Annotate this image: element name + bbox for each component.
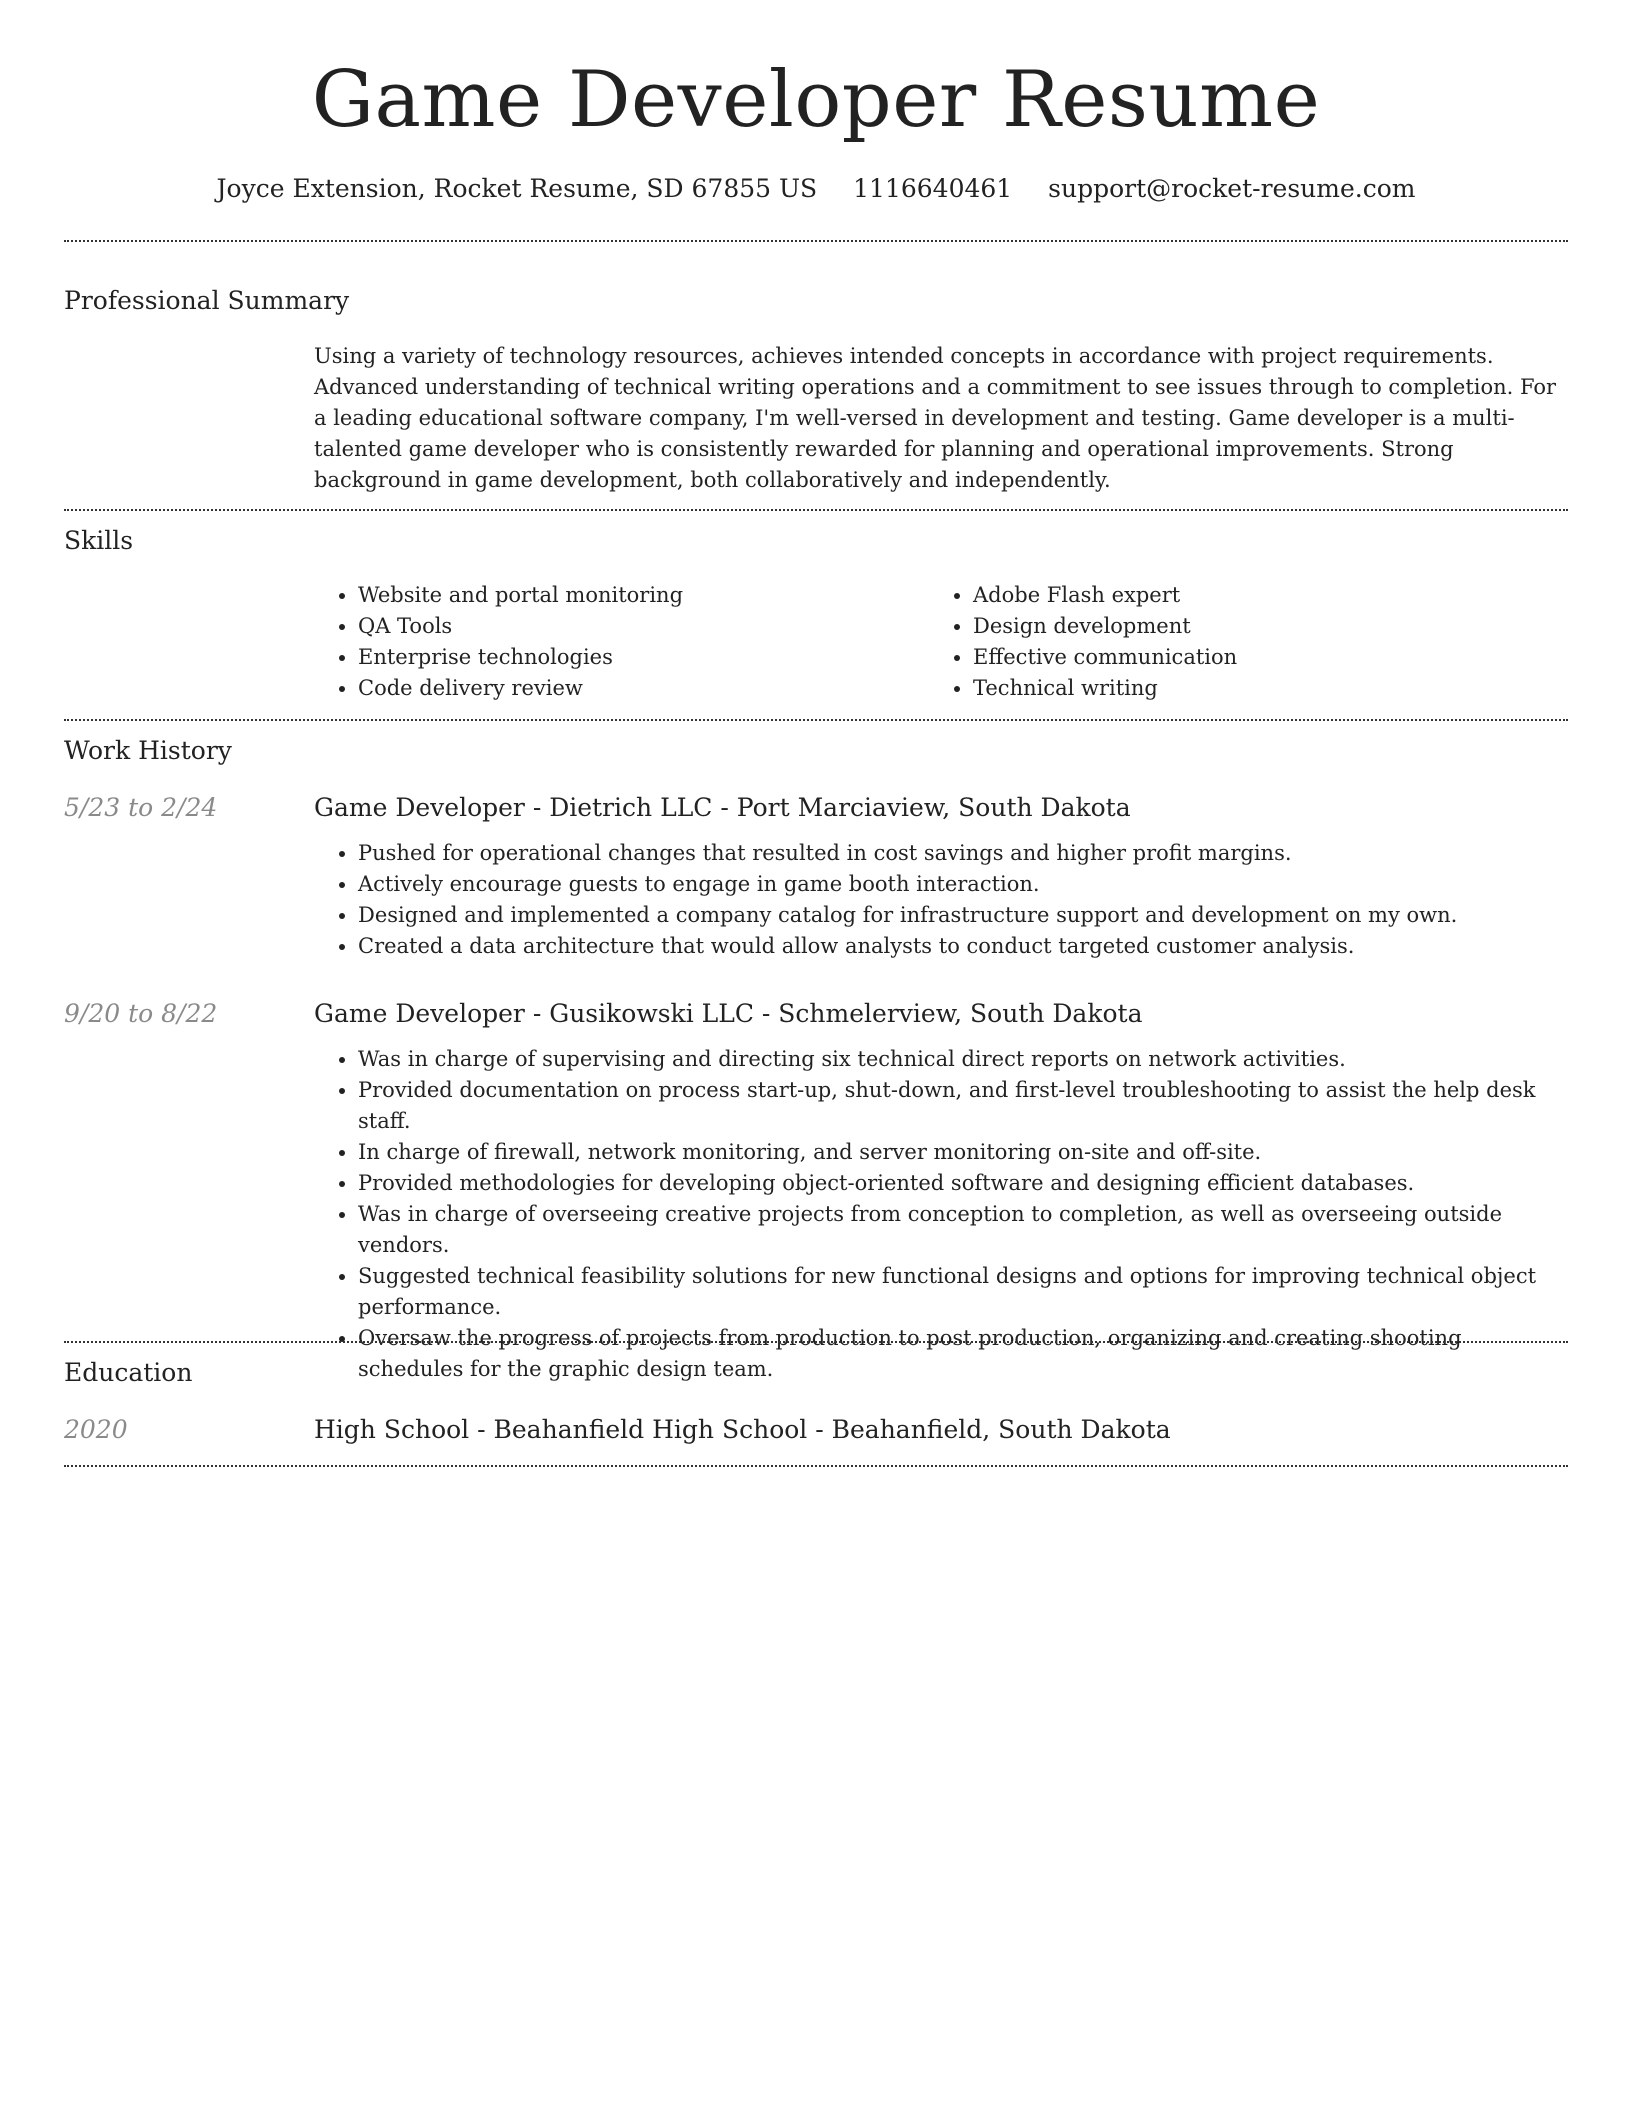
job-entry bbox=[314, 997, 1568, 1385]
skill-item: • QA Tools bbox=[358, 611, 914, 642]
divider bbox=[64, 240, 1568, 242]
section-heading-summary: Professional Summary bbox=[64, 286, 350, 315]
section-heading-work: Work History bbox=[64, 736, 232, 765]
skills-list-right bbox=[929, 580, 1529, 704]
job-dates: 9/20 to 8/22 bbox=[64, 999, 218, 1028]
skill-item: • Website and portal monitoring bbox=[358, 580, 914, 611]
skill-item: • Design development bbox=[973, 611, 1529, 642]
section-heading-education: Education bbox=[64, 1358, 193, 1387]
job-title: Game Developer - Gusikowski LLC - Schmelerview, South Dakota bbox=[314, 999, 1143, 1028]
job-bullet: • Provided methodologies for developing object-oriented software and designing efficient databases. bbox=[358, 1168, 1568, 1199]
section-heading-skills: Skills bbox=[64, 526, 134, 555]
divider bbox=[64, 1341, 1568, 1343]
job-entry bbox=[314, 791, 1568, 962]
job-bullet: • Was in charge of supervising and directing six technical direct reports on network activities. bbox=[358, 1044, 1568, 1075]
job-bullet: • Oversaw the progress of projects from production to post production, organizing and creating shooting schedules for the graphic design team. bbox=[358, 1323, 1568, 1385]
skill-item: • Code delivery review bbox=[358, 673, 914, 704]
job-dates: 5/23 to 2/24 bbox=[64, 793, 218, 822]
summary-body bbox=[314, 341, 1568, 496]
job-bullet: • Suggested technical feasibility solutions for new functional designs and options for improving technical object performance. bbox=[358, 1261, 1568, 1323]
email-link[interactable]: support@rocket-resume.com bbox=[1048, 174, 1416, 203]
education-entry bbox=[314, 1413, 1568, 1447]
job-title: Game Developer - Dietrich LLC - Port Marciaview, South Dakota bbox=[314, 793, 1131, 822]
job-bullet: • Pushed for operational changes that resulted in cost savings and higher profit margins. bbox=[358, 838, 1568, 869]
education-year: 2020 bbox=[64, 1415, 128, 1444]
job-bullet: • In charge of firewall, network monitoring, and server monitoring on-site and off-site. bbox=[358, 1137, 1568, 1168]
skill-item: • Effective communication bbox=[973, 642, 1529, 673]
summary-text: Using a variety of technology resources, achieves intended concepts in accordance with project requirements. Advanced understanding of technical writing operations and a commitment to see issues through to completion. For a leading educational software company, I'm well-versed in development and testing. Game developer is a multi-talented game developer who is consistently rewarded for planning and operational improvements. Strong background in game development, both collaboratively and independently. bbox=[314, 344, 1557, 492]
page-title: Game Developer Resume bbox=[311, 55, 1321, 145]
skill-item: • Technical writing bbox=[973, 673, 1529, 704]
skill-item: • Enterprise technologies bbox=[358, 642, 914, 673]
contact-line bbox=[64, 172, 1568, 206]
divider bbox=[64, 719, 1568, 721]
skill-item: • Adobe Flash expert bbox=[973, 580, 1529, 611]
job-bullet: • Actively encourage guests to engage in game booth interaction. bbox=[358, 869, 1568, 900]
skills-list-left bbox=[314, 580, 914, 704]
divider bbox=[64, 509, 1568, 511]
divider bbox=[64, 1465, 1568, 1467]
phone-text: 1116640461 bbox=[853, 174, 1013, 203]
address-text: Joyce Extension, Rocket Resume, SD 67855 US bbox=[216, 174, 818, 203]
education-detail: High School - Beahanfield High School - Beahanfield, South Dakota bbox=[314, 1415, 1171, 1444]
job-bullet: • Created a data architecture that would allow analysts to conduct targeted customer analysis. bbox=[358, 931, 1568, 962]
job-bullet: • Designed and implemented a company catalog for infrastructure support and development on my own. bbox=[358, 900, 1568, 931]
job-bullet: • Was in charge of overseeing creative projects from conception to completion, as well as overseeing outside vendors. bbox=[358, 1199, 1568, 1261]
job-bullet: • Provided documentation on process start-up, shut-down, and first-level troubleshooting to assist the help desk staff. bbox=[358, 1075, 1568, 1137]
